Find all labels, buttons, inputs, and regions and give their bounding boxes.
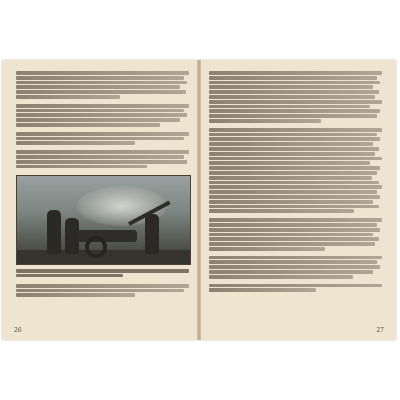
text-line	[209, 237, 379, 241]
text-line	[209, 152, 375, 156]
text-line	[16, 289, 184, 293]
text-line	[16, 123, 160, 127]
text-line	[209, 105, 370, 109]
left-text-bottom	[16, 281, 189, 298]
text-line	[209, 270, 373, 274]
text-line	[209, 218, 382, 222]
text-line	[209, 133, 377, 137]
text-line	[16, 71, 189, 75]
book-gutter	[197, 60, 201, 340]
text-line	[209, 137, 380, 141]
text-line	[209, 275, 353, 279]
text-line	[209, 288, 316, 292]
text-line	[209, 71, 382, 75]
text-line	[16, 284, 189, 288]
text-line	[209, 166, 380, 170]
text-line	[209, 284, 382, 288]
text-line	[209, 265, 380, 269]
text-line	[209, 176, 372, 180]
text-line	[209, 233, 373, 237]
text-line	[16, 141, 135, 145]
right-paragraph-2	[209, 125, 382, 214]
right-paragraph-4	[209, 253, 382, 280]
text-line	[16, 95, 120, 99]
text-line	[209, 81, 380, 85]
artillery-photo	[16, 175, 191, 265]
text-line	[16, 155, 184, 159]
photo-caption	[16, 269, 189, 276]
right-text	[209, 68, 382, 293]
text-line	[16, 90, 186, 94]
left-paragraph-1	[16, 68, 189, 100]
text-line	[209, 109, 380, 113]
text-line	[16, 104, 189, 108]
text-line	[16, 132, 189, 136]
text-line	[16, 269, 189, 272]
left-text-top	[16, 68, 189, 169]
text-line	[16, 137, 184, 141]
text-line	[16, 274, 123, 277]
right-page-number: 27	[376, 327, 384, 334]
left-paragraph-4	[16, 147, 189, 169]
left-page-number: 26	[14, 327, 22, 334]
left-paragraph-3	[16, 129, 189, 146]
text-line	[209, 100, 382, 104]
left-page	[2, 60, 199, 340]
text-line	[209, 185, 382, 189]
text-line	[16, 113, 187, 117]
text-line	[209, 114, 377, 118]
text-line	[209, 205, 379, 209]
text-line	[209, 209, 354, 213]
book-spread	[2, 60, 396, 340]
right-page	[199, 60, 396, 340]
left-paragraph-2	[16, 101, 189, 128]
text-line	[16, 293, 135, 297]
text-line	[209, 242, 375, 246]
text-line	[209, 90, 379, 94]
soldier-figure	[47, 210, 61, 254]
text-line	[209, 128, 382, 132]
right-paragraph-5	[209, 281, 382, 294]
text-line	[16, 165, 147, 169]
text-line	[16, 150, 189, 154]
text-line	[16, 85, 180, 89]
text-line	[209, 161, 370, 165]
text-line	[209, 195, 380, 199]
text-line	[209, 76, 377, 80]
right-paragraph-1	[209, 68, 382, 124]
text-line	[209, 200, 373, 204]
text-line	[209, 228, 380, 232]
text-line	[16, 109, 184, 113]
text-line	[209, 119, 321, 123]
text-line	[209, 181, 379, 185]
text-line	[209, 147, 379, 151]
text-line	[16, 81, 187, 85]
text-line	[209, 157, 382, 161]
text-line	[209, 260, 377, 264]
text-line	[209, 223, 377, 227]
text-line	[209, 190, 377, 194]
text-line	[209, 142, 373, 146]
text-line	[16, 118, 180, 122]
text-line	[209, 95, 375, 99]
soldier-figure	[145, 214, 159, 254]
left-paragraph-5	[16, 281, 189, 298]
text-line	[209, 247, 325, 251]
text-line	[16, 160, 187, 164]
text-line	[16, 76, 184, 80]
text-line	[209, 256, 382, 260]
text-line	[209, 171, 377, 175]
right-paragraph-3	[209, 215, 382, 252]
text-line	[209, 85, 373, 89]
